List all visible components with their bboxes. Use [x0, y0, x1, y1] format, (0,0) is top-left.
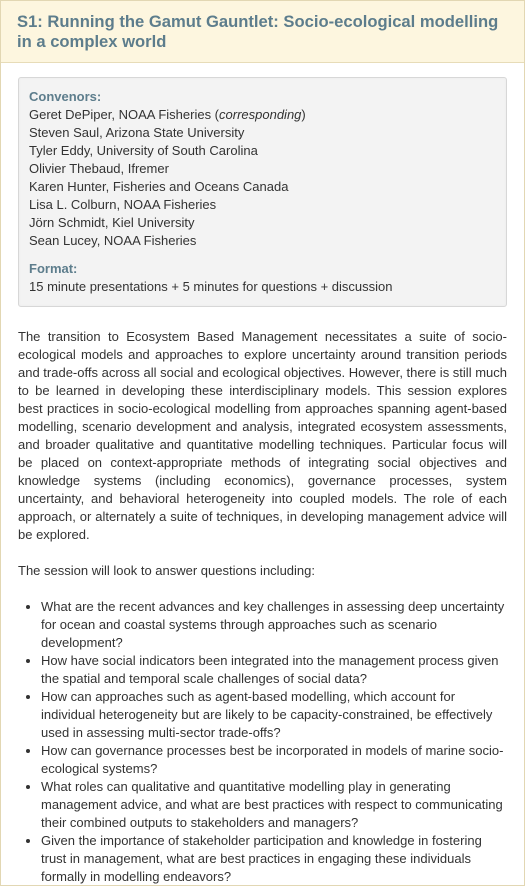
- spacer: [29, 250, 496, 260]
- session-description: [18, 328, 507, 580]
- session-header: [1, 1, 524, 63]
- format-label: Format:: [29, 261, 78, 276]
- session-title: S1: Running the Gamut Gauntlet: Socio-ecological modelling in a complex world: [17, 12, 499, 51]
- question-item: • What are the recent advances and key challenges in assessing deep uncertainty for ocean and coastal systems through approaches such as scenario development?: [41, 598, 510, 652]
- questions-intro: The session will look to answer questions including:: [18, 563, 315, 578]
- convenor-item: Sean Lucey, NOAA Fisheries: [29, 233, 197, 248]
- session-info-box: [18, 77, 507, 307]
- question-item: • How can approaches such as agent-based modelling, which account for individual heterogeneity but are likely to be capacity-constrained, be effectively used in assessing multi-sector trade-offs?: [41, 688, 510, 742]
- question-item: • How have social indicators been integrated into the management process given the spatial and temporal scale challenges of social data?: [41, 652, 510, 688]
- description-paragraph: The transition to Ecosystem Based Management necessitates a suite of socio-ecological models and approaches to explore uncertainty around transition periods and trade-offs across all social and ecological objectives. However, there is still much to be learned in developing these interdisciplinary models. This session explores best practices in socio-ecological modelling from approaches spanning agent-based modelling, scenario development and analysis, integrated ecosystem assessments, and broader qualitative and quantitative modelling techniques. Particular focus will be placed on context-appropriate methods of integrating social objectives and knowledge systems (including economics), governance processes, system uncertainty, and behavioral heterogeneity into coupled models. The role of each approach, or alternately a suite of techniques, in developing management advice will be explored.: [18, 329, 507, 542]
- convenor-item: Geret DePiper, NOAA Fisheries (corresponding): [29, 107, 306, 122]
- convenor-item: Lisa L. Colburn, NOAA Fisheries: [29, 197, 217, 212]
- questions-list: [1, 598, 524, 886]
- convenor-item: Tyler Eddy, University of South Carolina: [29, 143, 258, 158]
- convenor-item: Jörn Schmidt, Kiel University: [29, 215, 195, 230]
- question-item: • What roles can qualitative and quantitative modelling play in generating management advice, and what are best practices with respect to communicating their combined outputs to stakeholders and managers?: [41, 778, 510, 832]
- question-item: • Given the importance of stakeholder participation and knowledge in fostering trust in management, what are best practices in engaging these individuals formally in modelling endeavors?: [41, 832, 510, 886]
- convenor-item: Olivier Thebaud, Ifremer: [29, 161, 169, 176]
- convenor-item: Steven Saul, Arizona State University: [29, 125, 245, 140]
- convenor-item: Karen Hunter, Fisheries and Oceans Canada: [29, 179, 289, 194]
- convenors-label: Convenors:: [29, 89, 102, 104]
- convenor-role: corresponding: [219, 107, 302, 122]
- question-item: • How can governance processes best be incorporated in models of marine socio-ecological systems?: [41, 742, 510, 778]
- format-text: 15 minute presentations + 5 minutes for questions + discussion: [29, 279, 393, 294]
